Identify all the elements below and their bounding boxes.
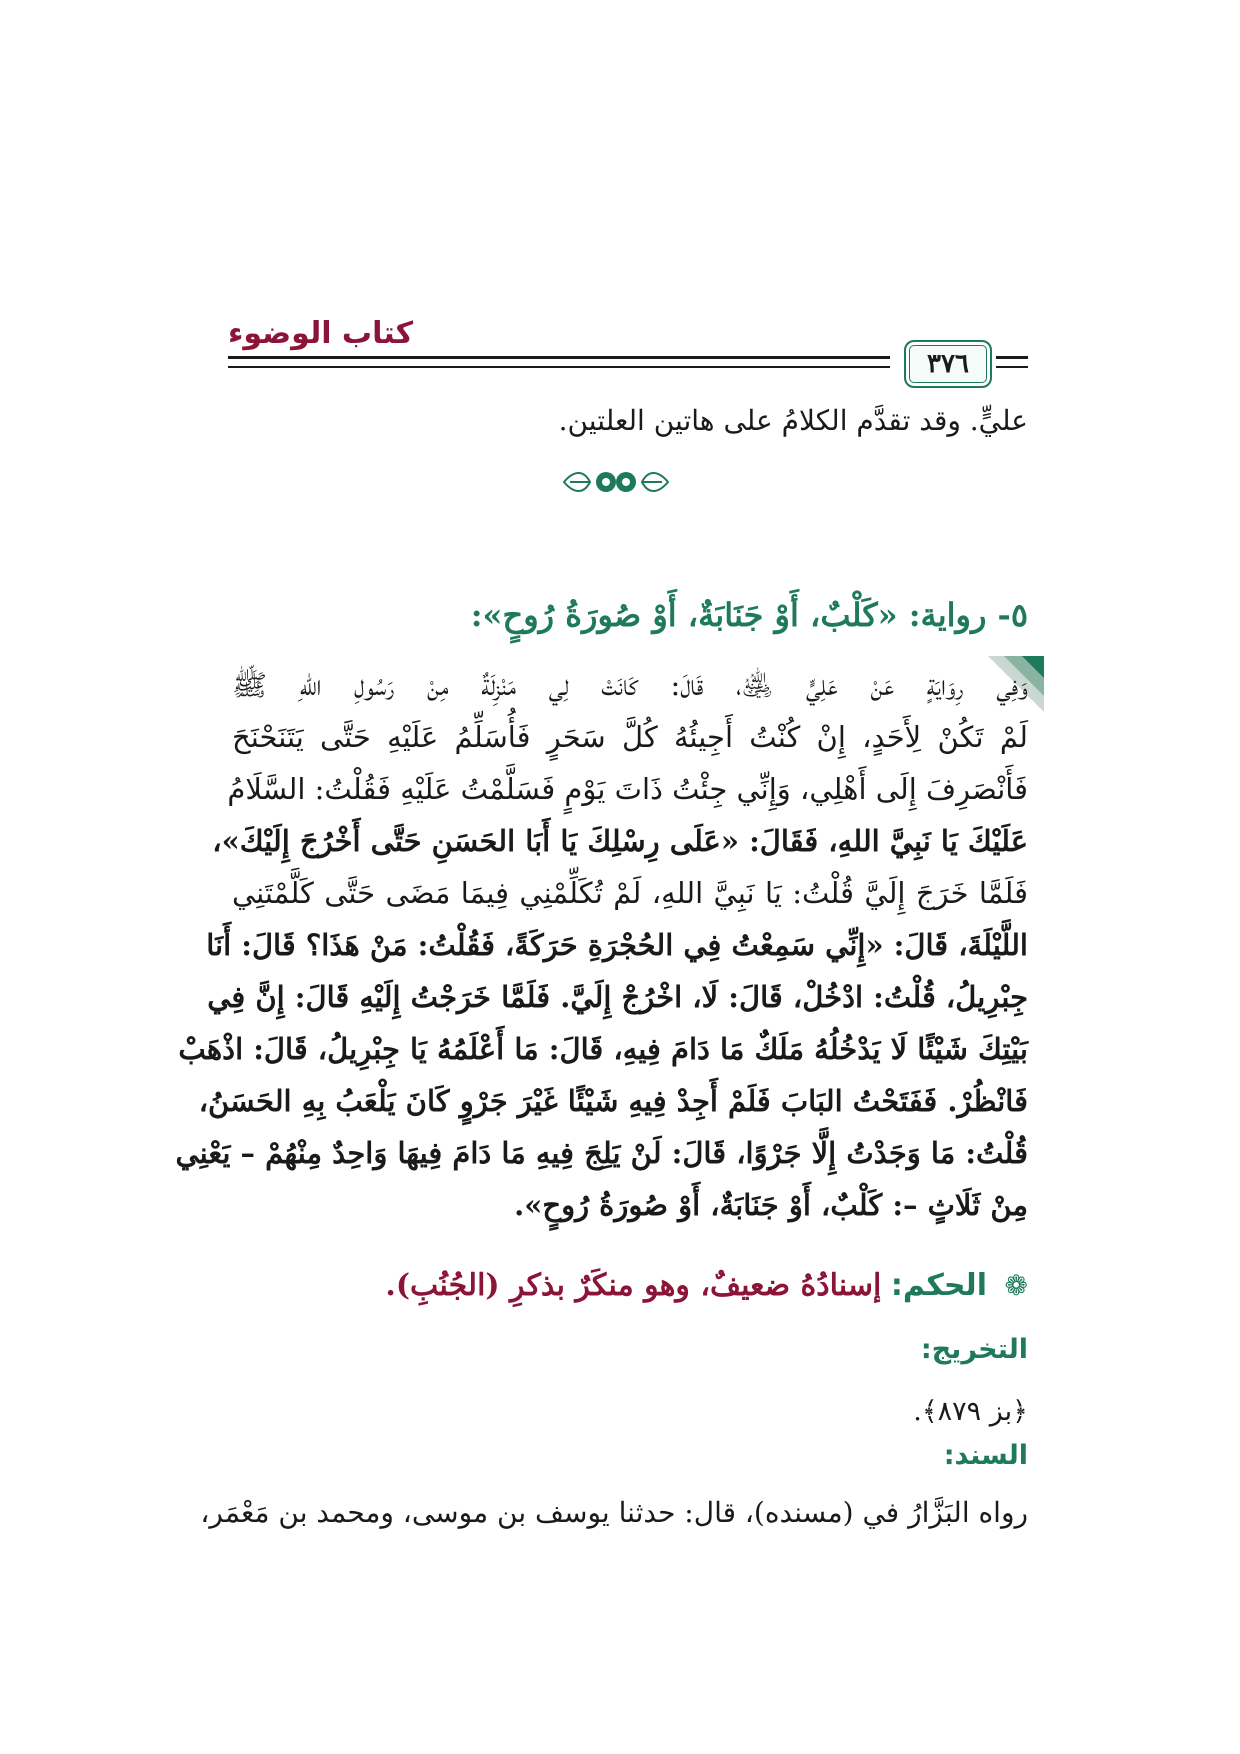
header-rule: [228, 356, 890, 359]
running-title: كتاب الوضوء: [228, 316, 414, 351]
takhrij-heading: التخريج:: [920, 1334, 1028, 1365]
hadith-line: لَمْ تَكُنْ لِأَحَدٍ، إِنْ كُنْتُ أَجِيئُهُ كُلَّ سَحَرٍ فَأُسَلِّمُ عَلَيْهِ حَتَّى يَتَنَحْنَحَ: [232, 720, 1028, 754]
ruling-text: إسنادُهُ ضعيفٌ، وهو منكَرٌ بذكرِ (الجُنُبِ).: [385, 1268, 882, 1303]
hadith-line: جِبْرِيلُ، قُلْتُ: ادْخُلْ، قَالَ: لَا، اخْرُجْ إِلَيَّ. فَلَمَّا خَرَجْتُ إِلَيْهِ قَالَ: إِنَّ فِي: [207, 980, 1028, 1014]
flower-bullet-icon: ❁: [1004, 1269, 1028, 1302]
hadith-line: وَفِي رِوَايَةٍ عَنْ عَلِيٍّ ﵁، قَالَ: كَانَتْ لِي مَنْزِلَةٌ مِنْ رَسُولِ اللهِ ﷺ: [232, 668, 1028, 702]
hadith-line: فَلَمَّا خَرَجَ إِلَيَّ قُلْتُ: يَا نَبِيَّ اللهِ، لَمْ تُكَلِّمْنِي فِيمَا مَضَى حَتَّى كَلَّمْتَنِي: [232, 876, 1028, 910]
hadith-line: فَأَنْصَرِفَ إِلَى أَهْلِي، وَإِنِّي جِئْتُ ذَاتَ يَوْمٍ فَسَلَّمْتُ عَلَيْهِ فَقُلْتُ: السَّلَامُ: [227, 772, 1028, 806]
floral-divider-icon: [556, 462, 676, 502]
sanad-text: رواه البَزَّارُ في (مسنده)، قال: حدثنا يوسف بن موسى، ومحمد بن مَعْمَر،: [200, 1496, 1028, 1529]
header-rule: [996, 366, 1028, 368]
ruling-line: [385, 1268, 1028, 1303]
hadith-line: مِنْ ثَلَاثٍ –: كَلْبٌ، أَوْ جَنَابَةٌ، أَوْ صُورَةُ رُوحٍ».: [514, 1188, 1028, 1222]
header-rule: [228, 366, 890, 368]
takhrij-reference: ﴿بز ٨٧٩﴾.: [913, 1396, 1028, 1427]
hadith-line: اللَّيْلَةَ، قَالَ: «إِنِّي سَمِعْتُ فِي الحُجْرَةِ حَرَكَةً، فَقُلْتُ: مَنْ هَذَا؟ قَالَ: أَنَا: [206, 928, 1028, 962]
sanad-heading: السند:: [943, 1440, 1028, 1471]
page-number: ٣٧٦: [904, 340, 992, 388]
section-heading: ٥- رواية: «كَلْبٌ، أَوْ جَنَابَةٌ، أَوْ صُورَةُ رُوحٍ»:: [470, 596, 1028, 634]
hadith-line: بَيْتِكَ شَيْئًا لَا يَدْخُلُهُ مَلَكٌ مَا دَامَ فِيهِ، قَالَ: مَا أَعْلَمُهُ يَا جِبْرِيلُ، قَالَ: اذْهَبْ: [178, 1032, 1028, 1066]
header-rule: [996, 356, 1028, 359]
hadith-line: عَلَيْكَ يَا نَبِيَّ اللهِ، فَقَالَ: «عَلَى رِسْلِكَ يَا أَبَا الحَسَنِ حَتَّى أَخْرُجَ إِلَيْكَ»،: [212, 824, 1028, 858]
hadith-line: قُلْتُ: مَا وَجَدْتُ إِلَّا جَرْوًا، قَالَ: لَنْ يَلِجَ فِيهِ مَا دَامَ فِيهَا وَاحِدٌ مِنْهُمْ – يَعْنِي: [175, 1136, 1028, 1170]
intro-line: عليٍّ. وقد تقدَّم الكلامُ على هاتين العلتين.: [558, 404, 1028, 437]
hadith-line: فَانْظُرْ. فَفَتَحْتُ البَابَ فَلَمْ أَجِدْ فِيهِ شَيْئًا غَيْرَ جَرْوٍ كَانَ يَلْعَبُ بِهِ الحَسَنُ،: [198, 1084, 1028, 1118]
ruling-label: الحكم:: [890, 1268, 987, 1303]
